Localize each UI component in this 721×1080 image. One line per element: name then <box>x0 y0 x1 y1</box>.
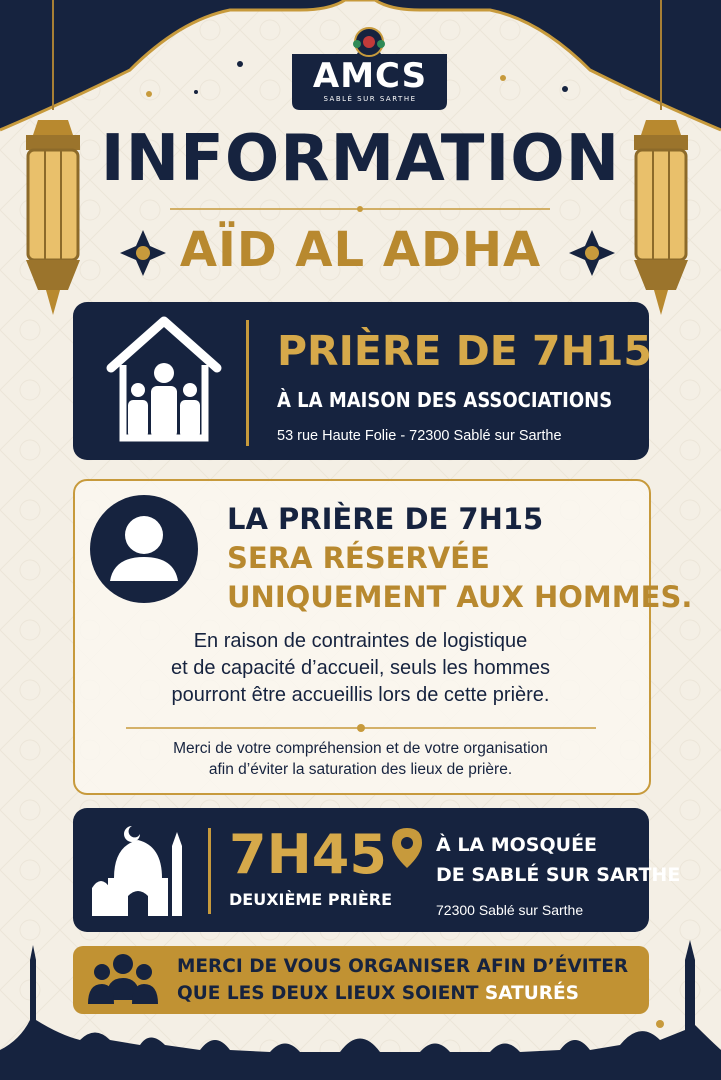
notice-line-1: LA PRIÈRE DE 7H15 <box>227 502 544 536</box>
notice-thanks <box>100 738 621 780</box>
card3-divider <box>208 828 211 914</box>
event-name: AÏD AL ADHA <box>179 222 542 278</box>
banner-line-1: MERCI DE VOUS ORGANISER AFIN D’ÉVITER <box>177 956 629 977</box>
second-prayer-place-2: DE SABLÉ SUR SARTHE <box>436 864 681 886</box>
notice-line-2: SERA RÉSERVÉE <box>227 541 490 575</box>
notice-line-3: UNIQUEMENT AUX HOMMES. <box>227 580 693 614</box>
logo-name: AMCS <box>312 56 428 96</box>
card1-divider <box>246 320 249 446</box>
second-prayer-label: DEUXIÈME PRIÈRE <box>229 890 393 909</box>
first-prayer-place: À LA MAISON DES ASSOCIATIONS <box>277 388 613 412</box>
mosque-icon <box>88 818 190 920</box>
notice-paragraph-line: En raison de contraintes de logistique <box>193 630 528 652</box>
notice-thanks-line: Merci de votre compréhension et de votre organisation <box>173 740 548 757</box>
banner-highlight: SATURÉS <box>484 983 579 1004</box>
first-prayer-time: PRIÈRE DE 7H15 <box>277 327 652 375</box>
second-prayer-time: 7H45 <box>229 823 387 886</box>
banner-line-2 <box>177 983 579 1004</box>
location-pin-icon <box>392 828 422 868</box>
notice-divider <box>126 722 596 734</box>
logo-tagline: SABLÉ SUR SARTHE <box>323 95 417 103</box>
second-prayer-address: 72300 Sablé sur Sarthe <box>436 902 584 918</box>
person-icon <box>88 493 200 605</box>
notice-paragraph <box>100 628 621 709</box>
second-prayer-place-1: À LA MOSQUÉE <box>436 834 598 856</box>
notice-paragraph-line: et de capacité d’accueil, seuls les hommes <box>170 657 551 679</box>
first-prayer-address: 53 rue Haute Folie - 72300 Sablé sur Sarthe <box>277 428 562 444</box>
page-title: INFORMATION <box>100 122 621 196</box>
notice-paragraph-line: pourront être accueillis lors de cette prière. <box>171 684 550 706</box>
community-house-icon <box>103 313 225 443</box>
banner-line-2-text: QUE LES DEUX LIEUX SOIENT <box>177 983 485 1004</box>
title-divider <box>170 202 550 216</box>
notice-thanks-line: afin d’éviter la saturation des lieux de prière. <box>208 761 513 778</box>
group-icon <box>88 950 158 1010</box>
